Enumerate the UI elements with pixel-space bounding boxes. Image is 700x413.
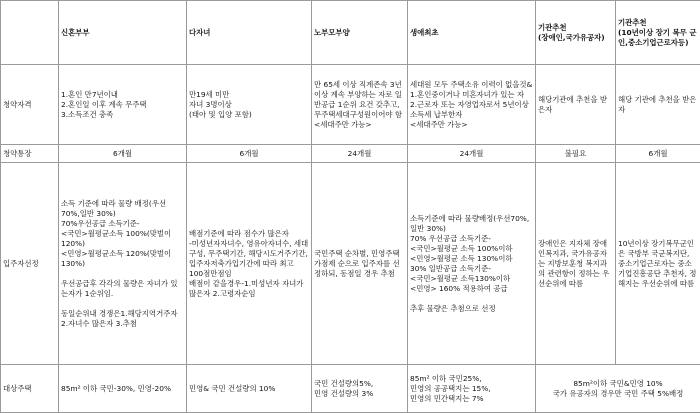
cell-target-first: 85m² 이하 국민25%, 민영의 공공택지는 15%, 민영의 민간택지는 7% <box>408 365 536 413</box>
cell-res-first: 24개월 <box>408 145 536 163</box>
cell-target-newlywed: 85m² 이하 국민-30%, 민영-20% <box>59 365 187 413</box>
label-residence: 청약통장 <box>1 145 59 163</box>
cell-res-elderly: 24개월 <box>312 145 408 163</box>
cell-sel-newlywed: 소득 기준에 따라 물량 배정(우선70%,일반 30%) 70%우선공급 소득기준- <국민>월평균소득 100%(맞벌이 120%) <민영>월평균소득 120%(맞벌이 130%) 우선공급후 각각의 물량은 자녀가 있는자가 1순위임. 동일순위내 경쟁은1.해당지역거주자 2.자녀수 많은자 3.추첨 <box>59 163 187 365</box>
cell-res-newlywed: 6개월 <box>59 145 187 163</box>
cell-res-agency: 불필요 <box>536 145 616 163</box>
cell-qual-first: 세대원 모두 주택소유 이력이 없을것& 1.혼인중이거나 미혼자녀가 있는 자 2.근로자 또는 자영업자로서 5년이상 소득세 납부한자 <세대주만 가능> <box>408 65 536 145</box>
cell-sel-agency10: 10년이상 장기복무군인 은 국방부 국군복지단, 중소기업근로자는 중소기업진흥공단 추천자, 정해지는 우선순위에 따름 <box>616 163 700 365</box>
cell-target-agency-merged: 85m²이하 국민&민영 10% 국가 유공자의 경우만 국민 주택 5%배정 <box>536 365 700 413</box>
cell-res-agency10: 6개월 <box>616 145 700 163</box>
header-row <box>1 1 700 65</box>
label-target: 대상주택 <box>1 365 59 413</box>
label-qualification: 청약자격 <box>1 65 59 145</box>
header-first-home: 생애최초 <box>408 1 536 65</box>
cell-qual-multi: 만19세 미만 자녀 3명이상 (태아 및 입양 포함) <box>187 65 312 145</box>
cell-qual-agency10: 해당 기관에 추천을 받은자 <box>616 65 700 145</box>
cell-sel-multi: 배점기준에 따라 점수가 많은자 -미성년자자녀수, 영유아자녀수, 세대구성, 무주택기간, 해당시도거주기간, 입주자저축가입기간에 따라 최고 100점만점임 배점이 같을경우-1.미성년자 자녀가 많은자 2.고령자순임 <box>187 163 312 365</box>
cell-qual-newlywed: 1.혼인 만7년이내 2.혼인일 이후 계속 무주택 3.소득조건 충족 <box>59 65 187 145</box>
cell-res-multi: 6개월 <box>187 145 312 163</box>
header-agency-disabled: 기관추천 (장애인,국가유공자) <box>536 1 616 65</box>
cell-sel-elderly: 국민주택 순차별, 민영주택 가점제 순으로 입주자를 선정하되, 동점일 경우 추첨 <box>312 163 408 365</box>
header-agency-longterm: 기관추천 (10년이상 장기 복무 군인,중소기업근로자등) <box>616 1 700 65</box>
row-target <box>1 365 700 413</box>
header-elderly-parent: 노부모부양 <box>312 1 408 65</box>
cell-target-multi: 민영& 국민 건설량의 10% <box>187 365 312 413</box>
cell-qual-agency: 해당기관에 추천을 받은자 <box>536 65 616 145</box>
cell-sel-first: 소득기준에 따라 물량배정(우선70%, 일반 30%) 70% 우선공급 소득기준- <국민>월평균 소득 100%이하 <민영>월평균 소득 130%이하 30% 일반공급 소득기준- <국민>월평균 소득130%이하 <민영> 160% 적용하여 공급 추후 물량은 추첨으로 선정 <box>408 163 536 365</box>
cell-qual-elderly: 만 65세 이상 직계존속 3년이상 계속 부양하는 자로 일반공급 1순위 요건 갖추고, 무주택세대구성원이어야 함 <세대주만 가능> <box>312 65 408 145</box>
corner-cell <box>1 1 59 65</box>
row-qualification <box>1 65 700 145</box>
header-newlywed: 신혼부부 <box>59 1 187 65</box>
row-residence <box>1 145 700 163</box>
header-multi-child: 다자녀 <box>187 1 312 65</box>
row-selection <box>1 163 700 365</box>
cell-sel-agency: 장애인은 지자체 장애인복지과, 국가유공자는 지방보훈청 복지과의 관련항이 정하는 우선순위에 따름 <box>536 163 616 365</box>
cell-target-elderly: 국민 건설량의5%, 민영 건설량의 3% <box>312 365 408 413</box>
label-selection: 입주자선정 <box>1 163 59 365</box>
